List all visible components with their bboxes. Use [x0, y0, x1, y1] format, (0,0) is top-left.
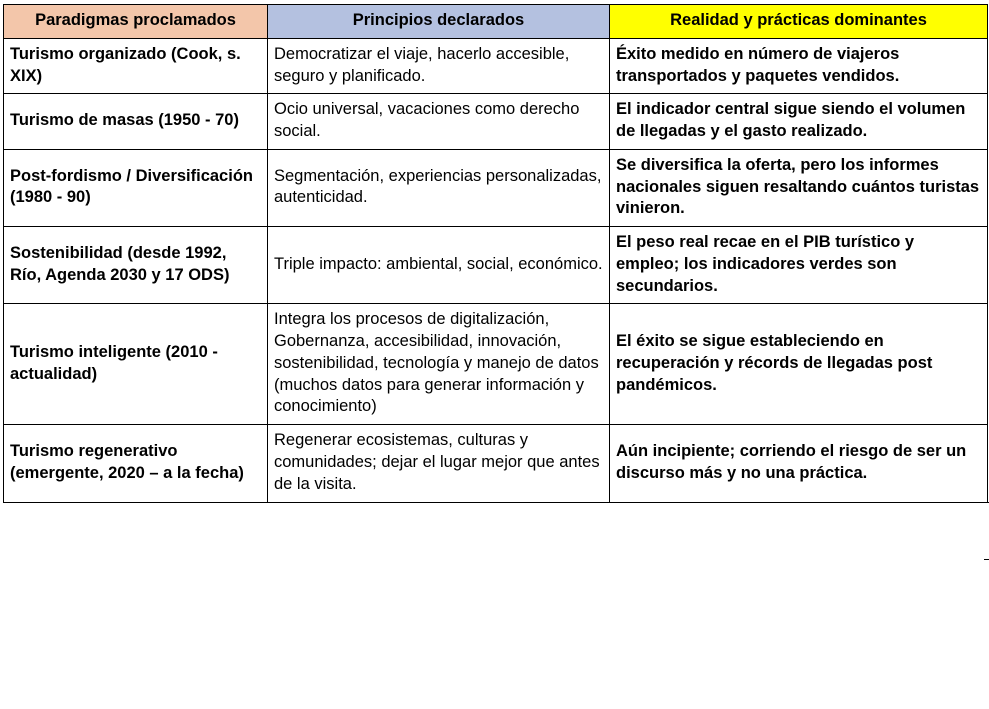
cell-realidad: El éxito se sigue estableciendo en recuperación y récords de llegadas post pandémicos.: [610, 304, 988, 425]
table-header: [4, 5, 988, 39]
right-edge-tick: [984, 502, 989, 560]
table-row: [4, 304, 988, 425]
cell-realidad: Aún incipiente; corriendo el riesgo de ser un discurso más y no una práctica.: [610, 425, 988, 502]
cell-principios: Segmentación, experiencias personalizadas, autenticidad.: [268, 149, 610, 226]
cell-paradigma: Turismo regenerativo (emergente, 2020 – a la fecha): [4, 425, 268, 502]
column-header-principios: Principios declarados: [268, 5, 610, 39]
cell-principios: Ocio universal, vacaciones como derecho social.: [268, 94, 610, 150]
cell-paradigma: Post-fordismo / Diversificación (1980 - 90): [4, 149, 268, 226]
cell-paradigma: Sostenibilidad (desde 1992, Río, Agenda 2030 y 17 ODS): [4, 227, 268, 304]
cell-realidad: El indicador central sigue siendo el volumen de llegadas y el gasto realizado.: [610, 94, 988, 150]
cell-principios: Democratizar el viaje, hacerlo accesible, seguro y planificado.: [268, 38, 610, 94]
cell-realidad: Se diversifica la oferta, pero los informes nacionales siguen resaltando cuántos turistas vinieron.: [610, 149, 988, 226]
cell-principios: Regenerar ecosistemas, culturas y comunidades; dejar el lugar mejor que antes de la visita.: [268, 425, 610, 502]
cell-paradigma: Turismo inteligente (2010 - actualidad): [4, 304, 268, 425]
cell-paradigma: Turismo de masas (1950 - 70): [4, 94, 268, 150]
table-row: [4, 149, 988, 226]
table-row: [4, 38, 988, 94]
cell-principios: Triple impacto: ambiental, social, económico.: [268, 227, 610, 304]
table-row: [4, 227, 988, 304]
spreadsheet-canvas: [0, 4, 989, 709]
cell-principios: Integra los procesos de digitalización, Gobernanza, accesibilidad, innovación, sostenibilidad, tecnología y manejo de datos (muchos datos para generar información y conocimiento): [268, 304, 610, 425]
table-row: [4, 425, 988, 502]
table-row: [4, 94, 988, 150]
cell-realidad: El peso real recae en el PIB turístico y empleo; los indicadores verdes son secundarios.: [610, 227, 988, 304]
column-header-realidad: Realidad y prácticas dominantes: [610, 5, 988, 39]
paradigms-table: [3, 4, 988, 503]
table-body: [4, 38, 988, 502]
cell-paradigma: Turismo organizado (Cook, s. XIX): [4, 38, 268, 94]
table-header-row: [4, 5, 988, 39]
cell-realidad: Éxito medido en número de viajeros transportados y paquetes vendidos.: [610, 38, 988, 94]
column-header-paradigmas: Paradigmas proclamados: [4, 5, 268, 39]
